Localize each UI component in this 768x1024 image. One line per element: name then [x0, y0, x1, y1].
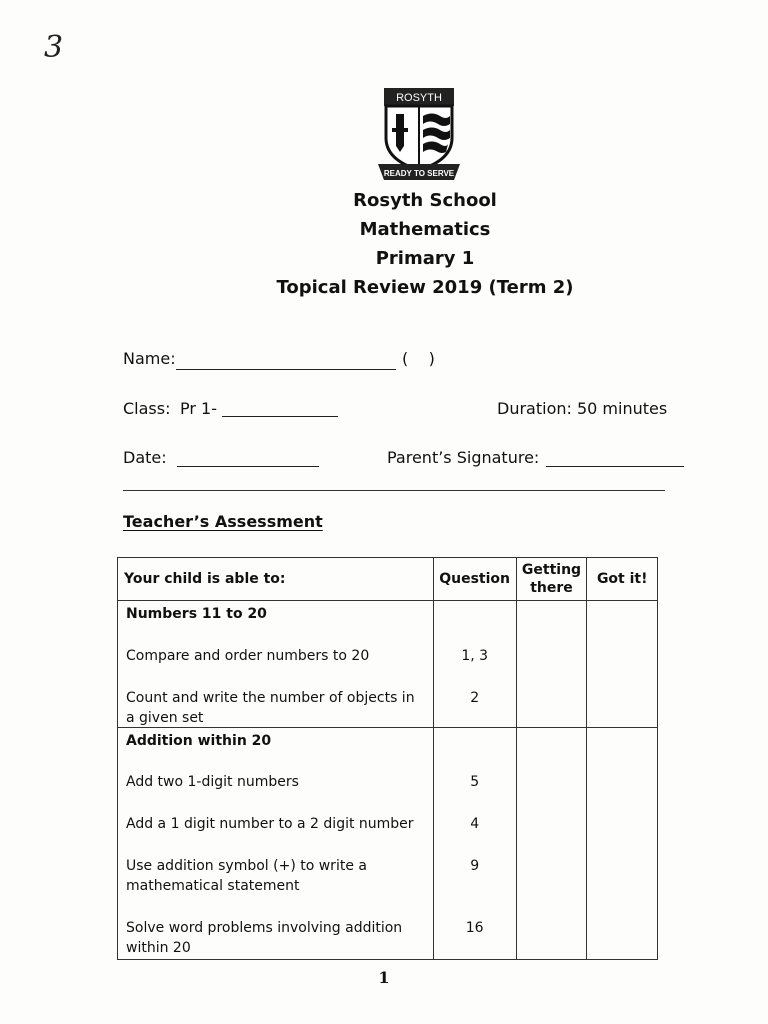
skill-item: Add two 1-digit numbers — [126, 774, 299, 790]
page-number: 1 — [378, 968, 390, 987]
question-ref: 2 — [470, 690, 480, 706]
class-field[interactable] — [222, 416, 338, 417]
header-got-it: Got it! — [587, 558, 658, 601]
table-row — [118, 601, 658, 728]
skill-item: Count and write the number of objects in a given set — [126, 690, 415, 726]
got-it-cell[interactable] — [587, 601, 658, 728]
skill-item: Use addition symbol (+) to write a mathematical statement — [126, 858, 367, 894]
getting-there-cell[interactable] — [516, 728, 587, 960]
document-title-block — [200, 186, 650, 302]
table-header-row — [118, 558, 658, 601]
assessment-table — [117, 557, 658, 960]
question-ref: 1, 3 — [461, 648, 489, 664]
class-value: Pr 1- — [180, 399, 217, 418]
divider-line — [123, 490, 665, 491]
skill-item: Compare and order numbers to 20 — [126, 648, 370, 664]
school-crest-logo — [374, 86, 464, 182]
register-number-field[interactable]: ( ) — [402, 349, 435, 368]
parent-signature-field[interactable] — [546, 466, 684, 467]
section-title: Numbers 11 to 20 — [126, 606, 267, 622]
level-name: Primary 1 — [375, 248, 475, 269]
date-label: Date: — [123, 448, 167, 467]
subject-name: Mathematics — [359, 219, 491, 240]
got-it-cell[interactable] — [587, 728, 658, 960]
question-ref: 9 — [470, 858, 480, 874]
skill-item: Add a 1 digit number to a 2 digit number — [126, 816, 414, 832]
parent-signature-label: Parent’s Signature: — [387, 448, 540, 467]
crest-banner-text: ROSYTH — [396, 92, 442, 104]
header-getting-there: Getting there — [516, 558, 587, 601]
getting-there-cell[interactable] — [516, 601, 587, 728]
question-ref: 4 — [470, 816, 480, 832]
school-name: Rosyth School — [353, 190, 497, 211]
duration-text: Duration: 50 minutes — [497, 399, 668, 418]
name-label: Name: — [123, 349, 176, 368]
class-label: Class: — [123, 399, 171, 418]
section-title: Addition within 20 — [126, 733, 272, 749]
name-field[interactable] — [176, 369, 396, 370]
header-question: Question — [433, 558, 516, 601]
header-able-to: Your child is able to: — [118, 558, 434, 601]
table-row — [118, 728, 658, 960]
handwritten-page-mark: 3 — [44, 30, 64, 65]
teacher-assessment-heading: Teacher’s Assessment — [123, 512, 323, 531]
skill-item: Solve word problems involving addition within 20 — [126, 920, 403, 956]
review-title: Topical Review 2019 (Term 2) — [276, 277, 574, 298]
question-ref: 16 — [465, 920, 484, 936]
question-ref: 5 — [470, 774, 480, 790]
crest-motto-text: READY TO SERVE — [383, 169, 455, 178]
date-field[interactable] — [177, 466, 319, 467]
